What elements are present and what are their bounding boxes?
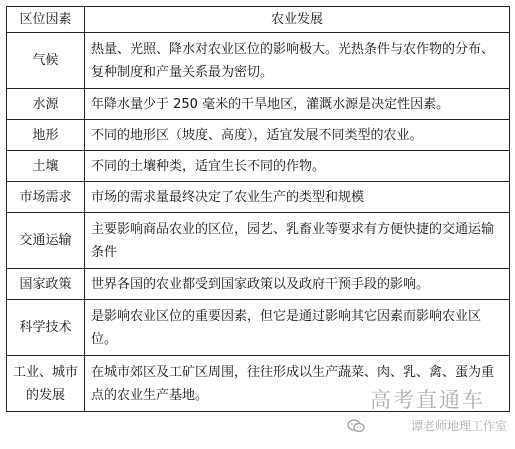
table-row — [7, 89, 510, 120]
header-factor: 区位因素 — [7, 7, 85, 33]
factor-cell: 交通运输 — [7, 213, 85, 269]
factor-cell: 工业、城市的发展 — [7, 356, 85, 412]
table-row — [7, 120, 510, 151]
description-cell: 主要影响商品农业的区位，园艺、乳畜业等要求有方便快捷的交通运输条件 — [85, 213, 510, 269]
table-header-row — [7, 7, 510, 33]
table-row — [7, 269, 510, 300]
description-cell: 是影响农业区位的重要因素，但它是通过影响其它因素而影响农业区位。 — [85, 300, 510, 356]
table-row — [7, 33, 510, 89]
description-cell: 市场的需求量最终决定了农业生产的类型和规模 — [85, 182, 510, 213]
description-cell: 在城市郊区及工矿区周围，往往形成以生产蔬菜、肉、乳、禽、蛋为重点的农业生产基地。 — [85, 356, 510, 412]
factor-cell: 国家政策 — [7, 269, 85, 300]
description-cell: 不同的地形区（坡度、高度），适宜发展不同类型的农业。 — [85, 120, 510, 151]
table-row — [7, 356, 510, 412]
factor-cell: 市场需求 — [7, 182, 85, 213]
agriculture-location-factors-table — [6, 6, 510, 412]
factor-cell: 土壤 — [7, 151, 85, 182]
table-row — [7, 151, 510, 182]
table-row — [7, 213, 510, 269]
description-cell: 年降水量少于 250 毫米的干旱地区，灌溉水源是决定性因素。 — [85, 89, 510, 120]
factor-cell: 水源 — [7, 89, 85, 120]
header-development: 农业发展 — [85, 7, 510, 33]
factor-cell: 地形 — [7, 120, 85, 151]
description-cell: 热量、光照、降水对农业区位的影响极大。光热条件与农作物的分布、复种制度和产量关系最为密切。 — [85, 33, 510, 89]
factor-cell: 科学技术 — [7, 300, 85, 356]
description-cell: 不同的土壤种类，适宜生长不同的作物。 — [85, 151, 510, 182]
factor-cell: 气候 — [7, 33, 85, 89]
wechat-icon — [347, 419, 365, 433]
description-cell: 世界各国的农业都受到国家政策以及政府干预手段的影响。 — [85, 269, 510, 300]
watermark-title: 高考直通车 — [370, 388, 485, 412]
factors-table-container — [6, 6, 509, 412]
table-row — [7, 300, 510, 356]
watermark-subtitle: 谭老师地理工作室 — [410, 419, 507, 433]
table-row — [7, 182, 510, 213]
